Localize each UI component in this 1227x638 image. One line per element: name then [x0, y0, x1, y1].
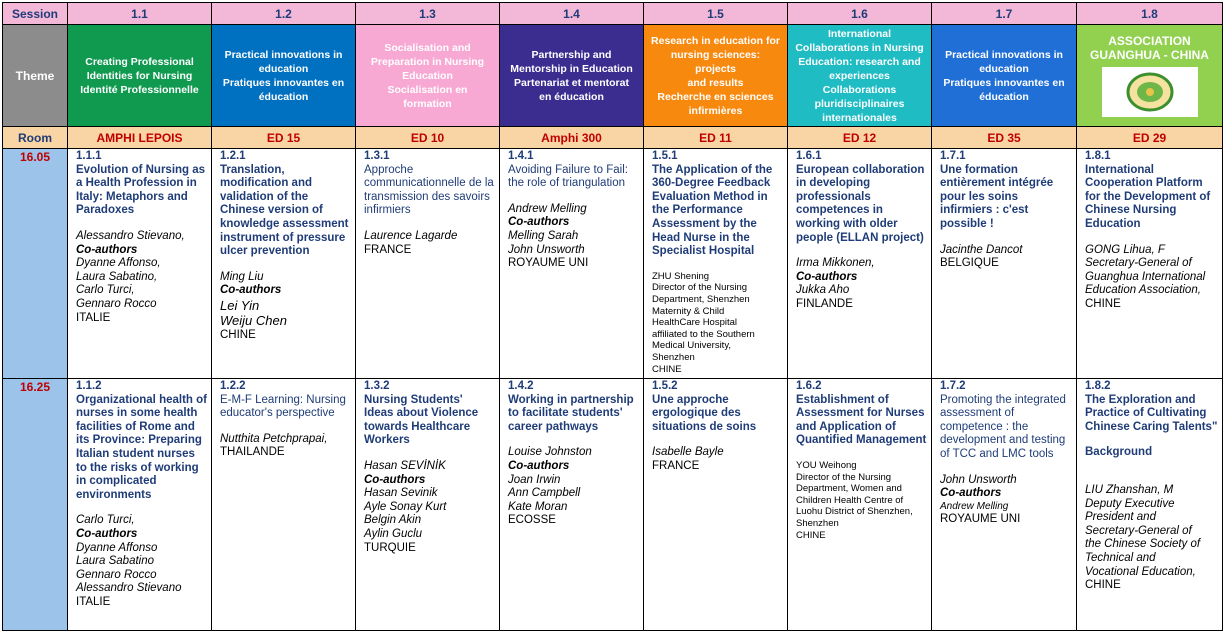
presentation-code: 1.1.2: [76, 380, 102, 392]
author-name: Guanghua International: [1085, 270, 1206, 283]
coauthors-label: Co-authors: [76, 243, 138, 256]
coauthor-name: Laura Sabatino,: [76, 270, 158, 283]
author-name: Technical and: [1085, 551, 1156, 564]
country: FRANCE: [652, 459, 700, 472]
theme-text: [212, 48, 355, 104]
presentation-cell: [788, 149, 932, 379]
presentation-cell: [68, 379, 212, 631]
theme-line: Practical innovations in: [945, 48, 1063, 61]
theme-line: Education: research and: [798, 55, 921, 68]
time-slot-row: [3, 379, 1223, 631]
spacer: [364, 218, 495, 230]
country: CHINE: [1085, 297, 1121, 310]
author-name: Alessandro Stievano,: [76, 229, 185, 242]
presentation: [1077, 379, 1222, 593]
country: ITALIE: [76, 595, 111, 608]
theme-line: éducation: [258, 90, 309, 103]
presentation-title: The Exploration and Practice of Cultivating Chinese Caring Talents": [1085, 393, 1218, 433]
coauthors-label: Co-authors: [796, 270, 858, 283]
presentation: [788, 149, 931, 312]
theme-cell-8: [1077, 25, 1223, 127]
theme-line: éducation: [979, 90, 1029, 103]
country: ROYAUME UNI: [940, 512, 1021, 525]
theme-line: Preparation in Nursing: [370, 55, 485, 68]
theme-line: en éducation: [539, 90, 604, 103]
presentation-title: Translation, modification and validation of the Chinese version of knowledge assessment instrument of pressure ulcer prevention: [220, 163, 349, 258]
presentation-title: Establishment of Assessment for Nurses and Application of Quantified Management: [796, 393, 927, 447]
spacer: [796, 448, 927, 460]
coauthor-name: Carlo Turci,: [76, 284, 135, 297]
coauthor-name: John Unsworth: [508, 243, 585, 256]
affiliation-line: Maternity & Child: [652, 305, 725, 317]
coauthor-name: Ann Campbell: [508, 487, 581, 500]
theme-cell-3: [356, 25, 500, 127]
author-name: Secretary-General of: [1085, 524, 1192, 537]
presentation: [356, 379, 499, 555]
theme-line: Creating Professional: [85, 55, 194, 68]
coauthors-label: Co-authors: [220, 284, 282, 297]
spacer: [796, 245, 927, 257]
theme-line: experiences: [829, 69, 890, 82]
author-name: Andrew Melling: [508, 202, 587, 215]
presentation-code: 1.7.2: [940, 380, 966, 392]
presentation-code: 1.4.2: [508, 380, 534, 392]
coauthors-label: Co-authors: [940, 487, 1002, 500]
theme-line: formation: [403, 97, 452, 110]
session-number-1: 1.1: [68, 3, 212, 25]
presentation-cell: [788, 379, 932, 631]
theme-label: Theme: [3, 25, 68, 127]
country: BELGIQUE: [940, 257, 999, 270]
presentation-code: 1.7.1: [940, 150, 966, 162]
coauthor-name: Dyanne Affonso,: [76, 257, 161, 270]
coauthor-name: Joan Irwin: [508, 473, 561, 486]
coauthor-name: Lei Yin: [220, 297, 260, 313]
presentation-cell: [356, 149, 500, 379]
presentation-cell: [644, 379, 788, 631]
presentation-cell: [356, 379, 500, 631]
theme-line: pluridisciplinaires: [814, 97, 905, 110]
author-name: Isabelle Bayle: [652, 446, 724, 459]
presentation-cell: [212, 149, 356, 379]
presentation-code: 1.6.2: [796, 380, 822, 392]
affiliation-line: Director of the Nursing: [652, 282, 748, 294]
presentation-title: International Cooperation Platform for the Development of Chinese Nursing Education: [1085, 163, 1211, 230]
theme-text: [500, 48, 643, 104]
affiliation-line: Director of the Nursing: [796, 471, 892, 483]
theme-text: [644, 34, 787, 118]
theme-text: [1077, 34, 1222, 62]
presentation-cell: [68, 149, 212, 379]
theme-cell-5: [644, 25, 788, 127]
association-logo: [1102, 67, 1198, 117]
author-name: GONG Lihua, F: [1085, 243, 1165, 256]
presentation-title: Une formation entièrement intégrée pour les soins infirmiers : c'est possible !: [940, 163, 1054, 230]
presentation: [356, 149, 499, 257]
spacer: [1085, 460, 1218, 484]
coauthor-name: Melling Sarah: [508, 229, 579, 242]
presentation-code: 1.2.1: [220, 150, 246, 162]
theme-line: and results: [687, 76, 744, 89]
presentation-title: Evolution of Nursing as a Health Profession in Italy: Metaphors and Paradoxes: [76, 163, 206, 217]
schedule-table: [2, 2, 1223, 631]
coauthor-name: Dyanne Affonso: [76, 541, 158, 554]
presentation-code: 1.2.2: [220, 380, 246, 392]
presentation-cell: [500, 149, 644, 379]
theme-line: Socialisation en: [387, 83, 468, 96]
presentation: [212, 149, 355, 343]
room-row: [3, 127, 1223, 149]
theme-cell-7: [932, 25, 1077, 127]
presentation-title: Working in partnership to facilitate students' career pathways: [508, 393, 634, 433]
author-name: Jacinthe Dancot: [940, 243, 1023, 256]
presentation-title: Promoting the integrated assessment of competence : the development and testing of TCC and LMC tools: [940, 393, 1066, 460]
presentation: [500, 149, 643, 271]
presentation: [68, 149, 211, 325]
coauthors-label: Co-authors: [364, 473, 426, 486]
presentation-title: Une approche ergologique des situations de soins: [652, 393, 757, 433]
theme-line: Socialisation and: [384, 41, 471, 54]
country: CHINE: [1085, 579, 1121, 592]
room-label: Room: [3, 127, 68, 149]
theme-line: Collaborations in Nursing: [795, 41, 924, 54]
affiliation-line: ZHU Shening: [652, 270, 710, 282]
coauthor-name: Gennaro Rocco: [76, 297, 157, 310]
affiliation-line: affiliated to the Southern: [652, 328, 755, 340]
author-name: Education Association,: [1085, 284, 1201, 297]
country: TURQUIE: [364, 541, 416, 554]
presentation-cell: [932, 149, 1077, 379]
country: CHINE: [220, 328, 256, 341]
spacer: [1085, 232, 1218, 244]
presentation: [932, 149, 1076, 271]
presentation-code: 1.3.1: [364, 150, 390, 162]
presentation-title: Approche communicationnelle de la transmission des savoirs infirmiers: [364, 163, 494, 217]
spacer: [508, 191, 639, 203]
theme-row: [3, 25, 1223, 127]
coauthor-name: Aylin Guclu: [364, 527, 423, 540]
presentation-code: 1.5.2: [652, 380, 678, 392]
presentation-code: 1.1.1: [76, 150, 102, 162]
theme-line: International: [827, 27, 891, 40]
author-name: President and: [1085, 511, 1156, 524]
time-slot: 16.05: [3, 149, 68, 379]
presentation-code: 1.3.2: [364, 380, 390, 392]
country: ITALIE: [76, 311, 111, 324]
author-name: Ming Liu: [220, 270, 264, 283]
presentation-title: The Application of the 360-Degree Feedback Evaluation Method in the Performance Assessment by the Head Nurse in the Specialist Hospital: [652, 163, 773, 258]
author-name: Carlo Turci,: [76, 514, 135, 527]
spacer: [940, 232, 1072, 244]
session-number-3: 1.3: [356, 3, 500, 25]
presentation-title: Avoiding Failure to Fail: the role of triangulation: [508, 163, 628, 190]
country: FRANCE: [364, 243, 412, 256]
session-row: [3, 3, 1223, 25]
theme-cell-2: [212, 25, 356, 127]
affiliation-line: Shenzhen: [796, 517, 839, 529]
session-number-8: 1.8: [1077, 3, 1223, 25]
presentation-title: E-M-F Learning: Nursing educator's perspective: [220, 393, 346, 420]
presentation: [500, 379, 643, 528]
author-name: Irma Mikkonen,: [796, 257, 875, 270]
room-name-2: ED 15: [212, 127, 356, 149]
theme-text: [788, 27, 931, 125]
presentation-cell: [644, 149, 788, 379]
presentation: [932, 379, 1076, 526]
presentation: [788, 379, 931, 541]
presentation-cell: [932, 379, 1077, 631]
session-number-2: 1.2: [212, 3, 356, 25]
affiliation-line: CHINE: [796, 529, 826, 541]
author-name: Nutthita Petchprapai,: [220, 432, 328, 445]
country: ECOSSE: [508, 514, 556, 527]
spacer: [220, 259, 351, 271]
spacer: [940, 462, 1072, 474]
theme-line: education: [979, 62, 1029, 75]
spacer: [508, 434, 639, 446]
coauthor-name: Belgin Akin: [364, 514, 422, 527]
spacer: [652, 259, 783, 271]
presentation: [1077, 149, 1222, 312]
theme-text: [356, 41, 499, 111]
theme-line: Pratiques innovantes en: [943, 76, 1065, 89]
session-number-7: 1.7: [932, 3, 1077, 25]
session-label: Session: [3, 3, 68, 25]
author-name: the Chinese Society of: [1085, 538, 1201, 551]
theme-cell-4: [500, 25, 644, 127]
affiliation-line: Luohu District of Shenzhen,: [796, 506, 913, 518]
coauthors-label: Co-authors: [508, 459, 570, 472]
coauthor-name: Jukka Aho: [796, 284, 850, 297]
presentation-title: Organizational health of nurses in some health facilities of Rome and its Province: Preparing Italian student nurses to the risks of working in complicated environments: [76, 393, 207, 501]
session-number-4: 1.4: [500, 3, 644, 25]
theme-line: GUANGHUA - CHINA: [1090, 48, 1209, 62]
theme-line: Partenariat et mentorat: [514, 76, 629, 89]
affiliation-line: Department, Women and: [796, 483, 902, 495]
theme-line: Identité Professionnelle: [80, 83, 199, 96]
time-slot-row: [3, 149, 1223, 379]
author-name: John Unsworth: [940, 473, 1017, 486]
coauthor-name: Ayle Sonay Kurt: [364, 500, 447, 513]
presentation-cell: [1077, 149, 1223, 379]
coauthor-name: Weiju Chen: [220, 313, 287, 329]
spacer: [76, 218, 207, 230]
room-name-1: AMPHI LEPOIS: [68, 127, 212, 149]
presentation-code: 1.6.1: [796, 150, 822, 162]
presentation-code: 1.5.1: [652, 150, 678, 162]
theme-line: Research in education for: [651, 34, 780, 47]
theme-line: infirmières: [688, 104, 743, 117]
theme-line: nursing sciences: projects: [670, 48, 761, 75]
presentation: [212, 379, 355, 460]
theme-cell-6: [788, 25, 932, 127]
spacer: [364, 448, 495, 460]
author-name: Louise Johnston: [508, 446, 592, 459]
room-name-7: ED 35: [932, 127, 1077, 149]
room-name-4: Amphi 300: [500, 127, 644, 149]
presentation-cell: [1077, 379, 1223, 631]
theme-line: Partnership and: [531, 48, 612, 61]
room-name-6: ED 12: [788, 127, 932, 149]
theme-line: Identities for Nursing: [86, 69, 193, 82]
presentation-title: European collaboration in developing professionals competences in working with older people (ELLAN project): [796, 163, 925, 244]
presentation-cell: [500, 379, 644, 631]
presentation-cell: [212, 379, 356, 631]
country: THAILANDE: [220, 446, 285, 459]
presentation-code: 1.4.1: [508, 150, 534, 162]
author-name: LIU Zhanshan, M: [1085, 483, 1174, 496]
room-name-3: ED 10: [356, 127, 500, 149]
theme-text: [68, 55, 211, 97]
presentation: [68, 379, 211, 610]
theme-cell-1: [68, 25, 212, 127]
presentation-code: 1.8.1: [1085, 150, 1111, 162]
theme-text: [932, 48, 1076, 104]
author-name: Vocational Education,: [1085, 565, 1196, 578]
room-name-8: ED 29: [1077, 127, 1223, 149]
coauthors-label: Co-authors: [76, 527, 138, 540]
coauthor-name: Kate Moran: [508, 500, 568, 513]
country: FINLANDE: [796, 297, 853, 310]
country: ROYAUME UNI: [508, 257, 589, 270]
spacer: [220, 421, 351, 433]
presentation: [644, 149, 787, 375]
room-name-5: ED 11: [644, 127, 788, 149]
coauthors-label: Co-authors: [508, 216, 570, 229]
presentation-title: Nursing Students' Ideas about Violence towards Healthcare Workers: [364, 393, 479, 447]
spacer: [652, 434, 783, 446]
presentation-code: 1.8.2: [1085, 380, 1111, 392]
theme-line: Pratiques innovantes en: [222, 76, 345, 89]
session-number-6: 1.6: [788, 3, 932, 25]
presentation: [644, 379, 787, 474]
affiliation-line: YOU Weihong: [796, 459, 857, 471]
author-name: Deputy Executive: [1085, 497, 1175, 510]
author-name: Laurence Lagarde: [364, 229, 458, 242]
affiliation-line: CHINE: [652, 363, 682, 375]
theme-line: ASSOCIATION: [1108, 34, 1191, 48]
affiliation-line: Children Health Centre of: [796, 494, 904, 506]
theme-line: education: [258, 62, 309, 75]
affiliation-line: Shenzhen: [652, 351, 695, 363]
spacer: [1085, 434, 1218, 446]
theme-line: Collaborations: [822, 83, 897, 96]
coauthor-name: Gennaro Rocco: [76, 568, 157, 581]
theme-line: Mentorship in Education: [510, 62, 633, 75]
time-slot: 16.25: [3, 379, 68, 631]
coauthor-name: Hasan Sevinik: [364, 487, 438, 500]
theme-line: Practical innovations in: [224, 48, 343, 61]
author-name: Hasan SEVİNİK: [364, 459, 446, 472]
affiliation-line: HealthCare Hospital: [652, 317, 738, 329]
session-number-5: 1.5: [644, 3, 788, 25]
coauthor-name: Andrew Melling: [940, 500, 1009, 512]
author-name: Secretary-General of: [1085, 257, 1192, 270]
coauthor-name: Alessandro Stievano: [76, 582, 182, 595]
theme-line: Education: [402, 69, 453, 82]
affiliation-line: Medical University,: [652, 340, 732, 352]
presentation-subtitle: Background: [1085, 446, 1153, 459]
spacer: [76, 502, 207, 514]
theme-line: Recherche en sciences: [657, 90, 774, 103]
coauthor-name: Laura Sabatino: [76, 555, 155, 568]
affiliation-line: Department, Shenzhen: [652, 293, 750, 305]
theme-line: internationales: [822, 111, 897, 124]
